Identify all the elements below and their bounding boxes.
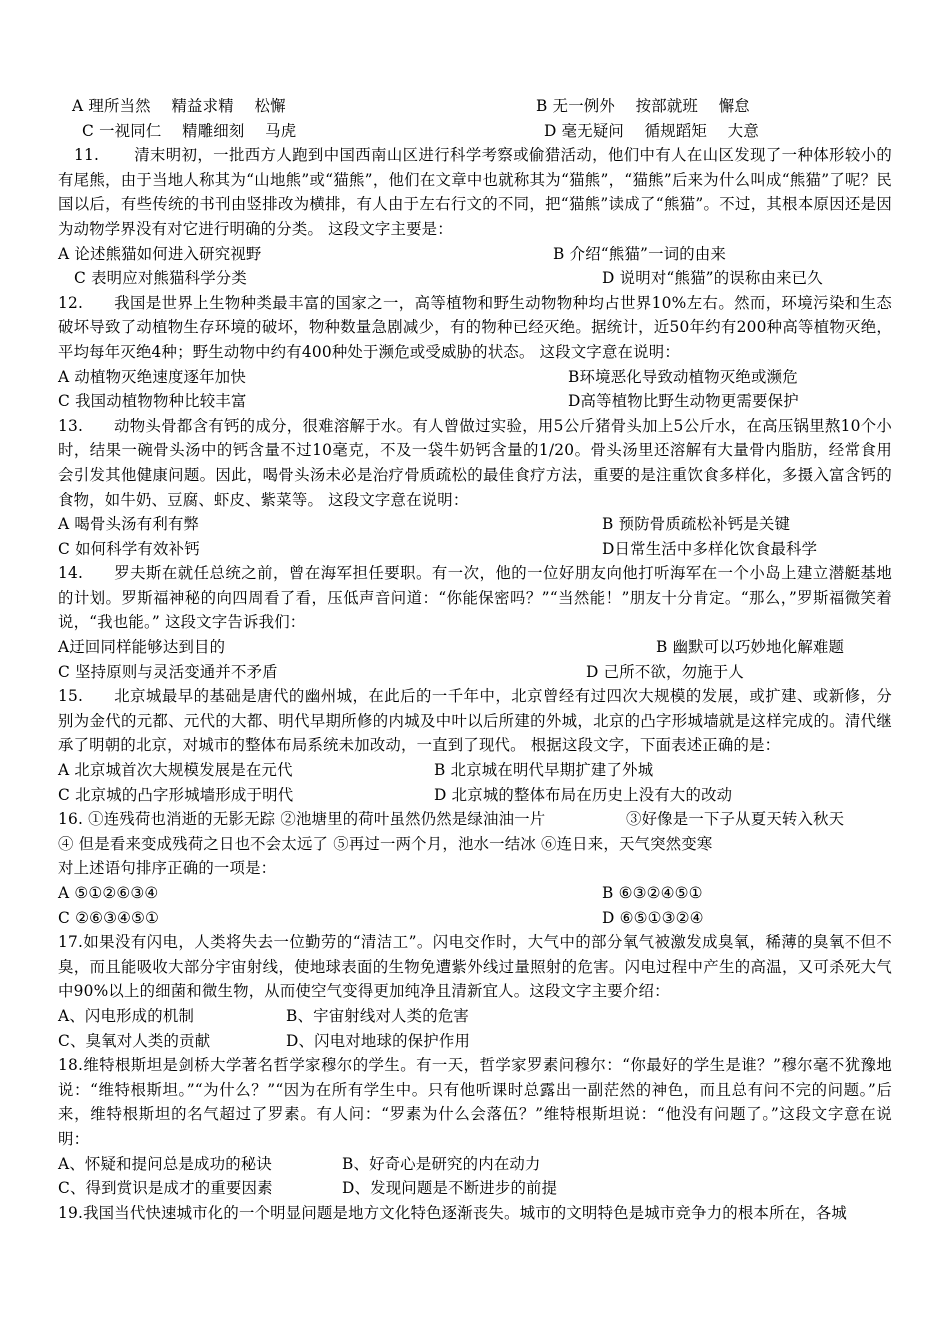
q13-number: 13. [58,416,84,435]
q14-options-row-2 [58,660,892,685]
q15-stem [58,684,892,758]
q15-option-d: D 北京城的整体布局在历史上没有大的改动 [434,785,733,804]
q13-options-row-2 [58,537,892,562]
q11-option-a: A 论述熊猫如何进入研究视野 [58,244,262,263]
q10-option-d: D 毫无疑问 循规蹈矩 大意 [544,121,759,140]
q17-option-d: D、闪电对地球的保护作用 [286,1031,471,1050]
q10-option-c: C 一视同仁 精雕细刻 马虎 [82,121,297,140]
q11-option-c: C 表明应对熊猫科学分类 [74,269,247,288]
q11-option-d: D 说明对“熊猫”的误称由来已久 [602,269,823,288]
q14-option-a: A迂回同样能够达到目的 [58,638,226,657]
q16-sentences-part-2: ③好像是一下子从夏天转入秋天 [626,810,845,829]
q14-option-c: C 坚持原则与灵活变通并不矛盾 [58,662,278,681]
q15-option-b: B 北京城在明代早期扩建了外城 [434,761,654,780]
q11-option-b: B 介绍“熊猫”一词的由来 [553,244,727,263]
q12-text: 我国是世界上生物种类最丰富的国家之一，高等植物和野生动物物种均占世界10%左右。然而，环境污染和生态破坏导致了动植物生存环境的破坏，物种数量急剧减少，有的物种已经灭绝。据统计，近50年约有200种高等植物灭绝，平均每年灭绝4种；野生动物中约有400种处于濒危或受威胁的状态。 这段文字意在说明： [58,293,892,361]
q14-number: 14. [58,564,84,583]
q12-option-d: D高等植物比野生动物更需要保护 [568,392,799,411]
q11-stem [58,143,892,241]
q17-option-c: C、臭氧对人类的贡献 [58,1031,211,1050]
q12-options-row-1 [58,365,892,390]
q19-stem: 19.我国当代快速城市化的一个明显问题是地方文化特色逐渐丧失。城市的文明特色是城市竞争力的根本所在，各城 [58,1203,848,1222]
q16-option-c: C ②⑥③④⑤① [58,908,160,927]
q13-option-b: B 预防骨质疏松补钙是关键 [602,515,791,534]
q15-text: 北京城最早的基础是唐代的幽州城，在此后的一千年中，北京曾经有过四次大规模的发展，或扩建、或新修，分别为金代的元都、元代的大都、明代早期所修的内城及中叶以后所建的外城，北京的凸字形城墙就是这样完成的。清代继承了明朝的北京，对城市的整体布局系统未加改动，一直到了现代。 根据这段文字，下面表述正确的是： [58,687,892,755]
q10-options-row-1 [58,94,892,119]
q17-stem: 17.如果没有闪电，人类将失去一位勤劳的“清洁工”。闪电交作时，大气中的部分氧气被激发成臭氧，稀薄的臭氧不但不臭，而且能吸收大部分宇宙射线，使地球表面的生物免遭紫外线过量照射的危害。闪电过程中产生的高温，又可杀死大气中90%以上的细菌和微生物，从而使空气变得更加纯净且清新宜人。这段文字主要介绍： [58,933,892,1001]
q12-option-a: A 动植物灭绝速度逐年加快 [58,367,246,386]
q10-option-b: B 无一例外 按部就班 懈怠 [536,97,750,115]
q15-options-row-1 [58,758,892,783]
q13-options-row-1 [58,512,892,537]
q17-option-b: B、宇宙射线对人类的危害 [286,1006,470,1025]
q16-sentences-row-1 [58,807,892,832]
q13-option-d: D日常生活中多样化饮食最科学 [602,539,818,558]
q15-options-row-2 [58,783,892,808]
q18-options-row-1 [58,1152,892,1177]
q10-option-a: A 理所当然 精益求精 松懈 [72,97,286,115]
q10-options-row-2 [58,119,892,144]
q15-number: 15. [58,687,84,706]
q12-option-b: B环境恶化导致动植物灭绝或濒危 [568,367,798,386]
q18-option-c: C、得到赏识是成才的重要因素 [58,1179,273,1198]
q15-option-a: A 北京城首次大规模发展是在元代 [58,761,293,780]
q12-number: 12. [58,293,84,312]
q16-option-a: A ⑤①②⑥③④ [58,884,159,902]
q14-stem [58,561,892,635]
q14-text: 罗夫斯在就任总统之前，曾在海军担任要职。有一次，他的一位好朋友向他打听海军在一个小岛上建立潜艇基地的计划。罗斯福神秘的向四周看了看，压低声音问道：“你能保密吗？”“当然能！”朋友十分肯定。“那么，”罗斯福微笑着说，“我也能。” 这段文字告诉我们： [58,564,892,632]
q12-options-row-2 [58,389,892,414]
q13-text: 动物头骨都含有钙的成分，很难溶解于水。有人曾做过实验，用5公斤猪骨头加上5公斤水，在高压锅里熬10个小时，结果一碗骨头汤中的钙含量不过10毫克，不及一袋牛奶钙含量的1/20。骨头汤里还溶解有大量骨内脂肪，经常食用会引发其他健康问题。因此，喝骨头汤未必是治疗骨质疏松的最佳食疗方法，重要的是注重饮食多样化，多摄入富含钙的食物，如牛奶、豆腐、虾皮、紫菜等。 这段文字意在说明： [58,416,892,509]
q16-options-row-2 [58,906,892,931]
q17-options-row-1 [58,1004,892,1029]
q11-text: 清末明初，一批西方人跑到中国西南山区进行科学考察或偷猎活动，他们中有人在山区发现了一种体形较小的有尾熊，由于当地人称其为“山地熊”或“猫熊”，他们在文章中也就称其为“猫熊”，“猫熊”后来为什么叫成“熊猫”了呢？民国以后，有些传统的书刊由竖排改为横排，有人由于左右行文的不同，把“猫熊”读成了“熊猫”。不过，其根本原因还是因为动物学界没有对它进行明确的分类。 这段文字主要是： [58,146,892,238]
q18-options-row-2 [58,1176,892,1201]
q16-sentences-part-1: 16. ①连残荷也消逝的无影无踪 ②池塘里的荷叶虽然仍然是绿油油一片 [58,810,546,829]
q18-option-a: A、怀疑和提问总是成功的秘诀 [58,1154,272,1173]
q13-option-c: C 如何科学有效补钙 [58,539,200,558]
q14-options-row-1 [58,635,892,660]
q17-options-row-2 [58,1029,892,1054]
q16-option-d: D ⑥⑤①③②④ [602,908,704,927]
q11-options-row-1 [58,242,892,267]
q11-number: 11. [74,146,100,165]
q17-option-a: A、闪电形成的机制 [58,1006,195,1025]
q11-options-row-2 [58,266,892,291]
q16-options-row-1 [58,881,892,906]
q16-option-b: B ⑥③②④⑤① [602,884,703,902]
q12-option-c: C 我国动植物物种比较丰富 [58,392,247,411]
q13-stem [58,414,892,512]
q15-option-c: C 北京城的凸字形城墙形成于明代 [58,785,294,804]
q14-option-b: B 幽默可以巧妙地化解难题 [656,638,845,657]
q13-option-a: A 喝骨头汤有利有弊 [58,515,200,534]
q16-sentences-row-2: ④ 但是看来变成残荷之日也不会太远了 ⑤再过一两个月，池水一结冰 ⑥连日来，天气突然变寒 [58,834,713,853]
q18-stem: 18.维特根斯坦是剑桥大学著名哲学家穆尔的学生。有一天，哲学家罗素问穆尔：“你最好的学生是谁？”穆尔毫不犹豫地说：“维特根斯坦。”“为什么？”“因为在所有学生中。只有他听课时总露出一副茫然的神色，而且总有问不完的问题。”后来，维特根斯坦的名气超过了罗素。有人问：“罗素为什么会落伍？”维特根斯坦说：“他没有问题了。”这段文字意在说明： [58,1056,892,1148]
q18-option-d: D、发现问题是不断进步的前提 [342,1179,558,1198]
q18-option-b: B、好奇心是研究的内在动力 [342,1154,541,1173]
q16-prompt: 对上述语句排序正确的一项是： [58,859,277,878]
q14-option-d: D 己所不欲，勿施于人 [586,662,744,681]
q12-stem [58,291,892,365]
